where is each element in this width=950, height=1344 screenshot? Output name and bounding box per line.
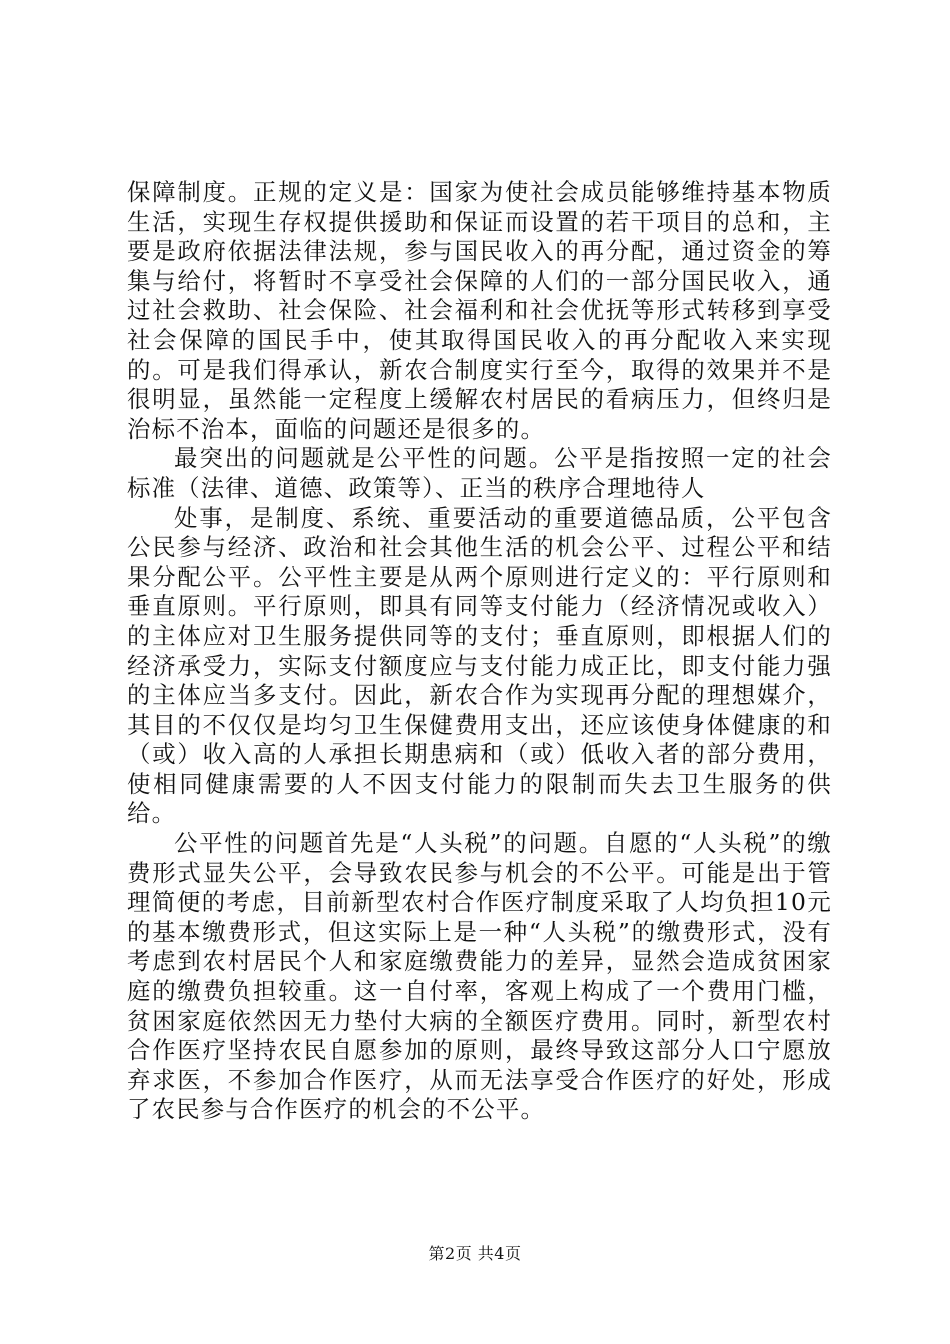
paragraph-4: 公平性的问题首先是“人头税”的问题。自愿的“人头税”的缴费形式显失公平，会导致农民参与机会的不公平。可能是出于管理简便的考虑，目前新型农村合作医疗制度采取了人均负担10元的基本缴费形式，但这实际上是一种“人头税”的缴费形式，没有考虑到农村居民个人和家庭缴费能力的差异，显然会造成贫困家庭的缴费负担较重。这一自付率，客观上构成了一个费用门槛，贫困家庭依然因无力垫付大病的全额医疗费用。同时，新型农村合作医疗坚持农民自愿参加的原则，最终导致这部分人口宁愿放弃求医，不参加合作医疗，从而无法享受合作医疗的好处，形成了农民参与合作医疗的机会的不公平。 (127, 829, 832, 1124)
paragraph-3: 处事，是制度、系统、重要活动的重要道德品质，公平包含公民参与经济、政治和社会其他生活的机会公平、过程公平和结果分配公平。公平性主要是从两个原则进行定义的：平行原则和垂直原则。平行原则，即具有同等支付能力（经济情况或收入）的主体应对卫生服务提供同等的支付；垂直原则，即根据人们的经济承受力，实际支付额度应与支付能力成正比，即支付能力强的主体应当多支付。因此，新农合作为实现再分配的理想媒介，其目的不仅仅是均匀卫生保健费用支出，还应该使身体健康的和（或）收入高的人承担长期患病和（或）低收入者的部分费用，使相同健康需要的人不因支付能力的限制而失去卫生服务的供给。 (127, 503, 832, 828)
paragraph-1: 保障制度。正规的定义是：国家为使社会成员能够维持基本物质生活，实现生存权提供援助和保证而设置的若干项目的总和，主要是政府依据法律法规，参与国民收入的再分配，通过资金的筹集与给付，将暂时不享受社会保障的人们的一部分国民收入，通过社会救助、社会保险、社会福利和社会优抚等形式转移到享受社会保障的国民手中，使其取得国民收入的再分配收入来实现的。可是我们得承认，新农合制度实行至今，取得的效果并不是很明显，虽然能一定程度上缓解农村居民的看病压力，但终归是治标不治本，面临的问题还是很多的。 (127, 178, 832, 443)
paragraph-2: 最突出的问题就是公平性的问题。公平是指按照一定的社会标准（法律、道德、政策等）、正当的秩序合理地待人 (127, 444, 832, 502)
document-body (127, 178, 832, 1125)
page-footer: 第2页 共4页 (428, 1244, 522, 1263)
